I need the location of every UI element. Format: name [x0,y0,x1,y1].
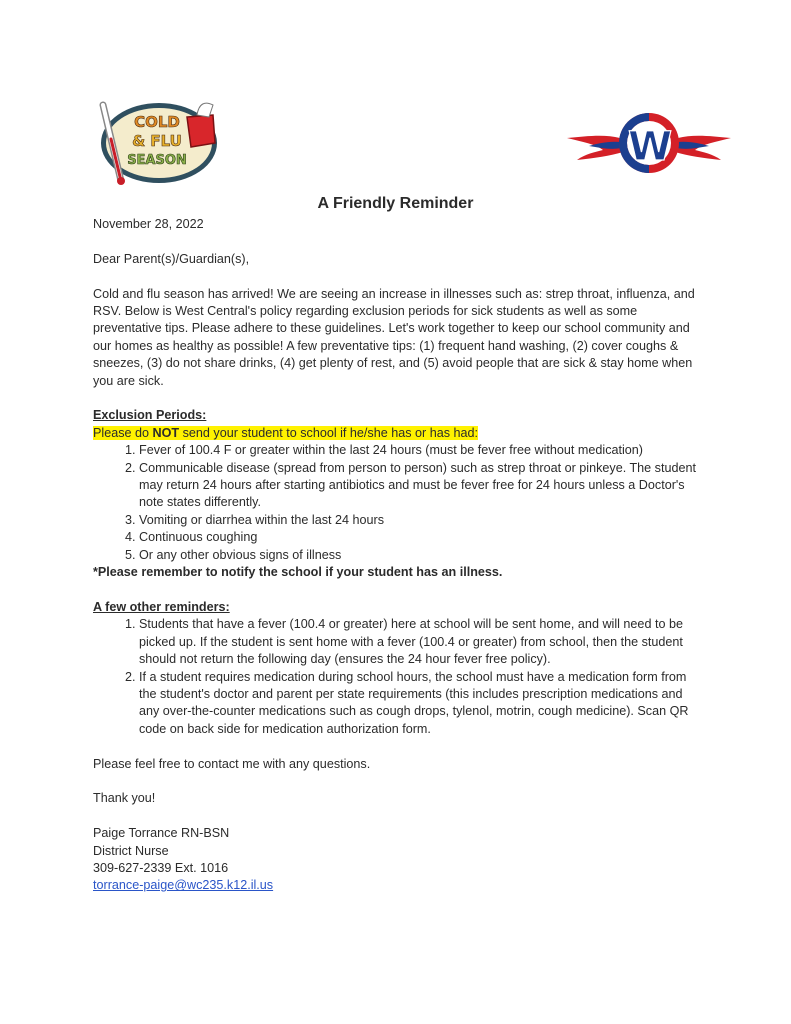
signature-name: Paige Torrance RN-BSN [93,826,230,841]
salutation: Dear Parent(s)/Guardian(s), [93,251,250,266]
illness-notification-note: *Please remember to notify the school if your student has an illness. [93,565,503,580]
instruction-emphasis: NOT [152,425,180,440]
exclusion-heading: Exclusion Periods: [93,408,207,423]
page-title: A Friendly Reminder [317,195,474,212]
logo-text-flu: & FLU [132,132,182,150]
thanks-line: Thank you! [93,791,156,806]
reminders-list [93,616,703,738]
exclusion-instruction [93,425,703,442]
intro-paragraph: Cold and flu season has arrived! We are seeing an increase in illnesses such as: strep throat, influenza, and RSV. Below is West Central's policy regarding exclusion periods for sick students as well as some preventative tips. Please adhere to these guidelines. Let's work together to keep our school community and our homes as healthy as possible! A few preventative tips: (1) frequent hand washing, (2) cover coughs & sneezes, (3) do not share drinks, (4) get plenty of rest, and (5) avoid people that are sick & stay home when you are sick. [93,286,695,388]
letter-date: November 28, 2022 [93,217,204,231]
cold-flu-season-logo [95,97,220,189]
list-item: 3. Vomiting or diarrhea within the last 24 hours [139,512,703,529]
closing-line: Please feel free to contact me with any questions. [93,756,371,771]
signature-role: District Nurse [93,843,169,858]
instruction-text-start: Please do [93,425,153,440]
west-central-w-logo [565,108,733,180]
instruction-text-end: send your student to school if he/she has or has had: [179,425,479,440]
list-item: 1. Students that have a fever (100.4 or greater) here at school will be sent home, and will need to be picked up. If the student is sent home with a fever (100.4 or greater) from school, then the student should not return the following day (ensures the 24 hour fever free policy). [139,616,703,668]
list-item: 2. Communicable disease (spread from person to person) such as strep throat or pinkeye. The student may return 24 hours after starting antibiotics and must be fever free for 24 hours unless a Doctor's note states differently. [139,460,703,512]
list-item: 1. Fever of 100.4 F or greater within the last 24 hours (must be fever free without medication) [139,442,703,459]
letter-body [93,216,703,895]
list-item: 2. If a student requires medication during school hours, the school must have a medication form from the student's doctor and parent per state requirements (this includes prescription medications and any over-the-counter medications such as cough drops, tylenol, motrin, cough medicine). Scan QR code on back side for medication authorization form. [139,669,703,739]
logo-text-season: SEASON [127,153,187,168]
logo-text-cold: COLD [134,113,180,131]
exclusion-list [93,442,703,564]
highlighted-instruction [93,426,478,440]
reminders-heading: A few other reminders: [93,599,230,614]
list-item: 5. Or any other obvious signs of illness [139,547,703,564]
list-item: 4. Continuous coughing [139,529,703,546]
logo-letter-w: W [627,124,673,170]
signature-phone: 309-627-2339 Ext. 1016 [93,860,229,875]
email-link[interactable]: torrance-paige@wc235.k12.il.us [93,878,274,893]
